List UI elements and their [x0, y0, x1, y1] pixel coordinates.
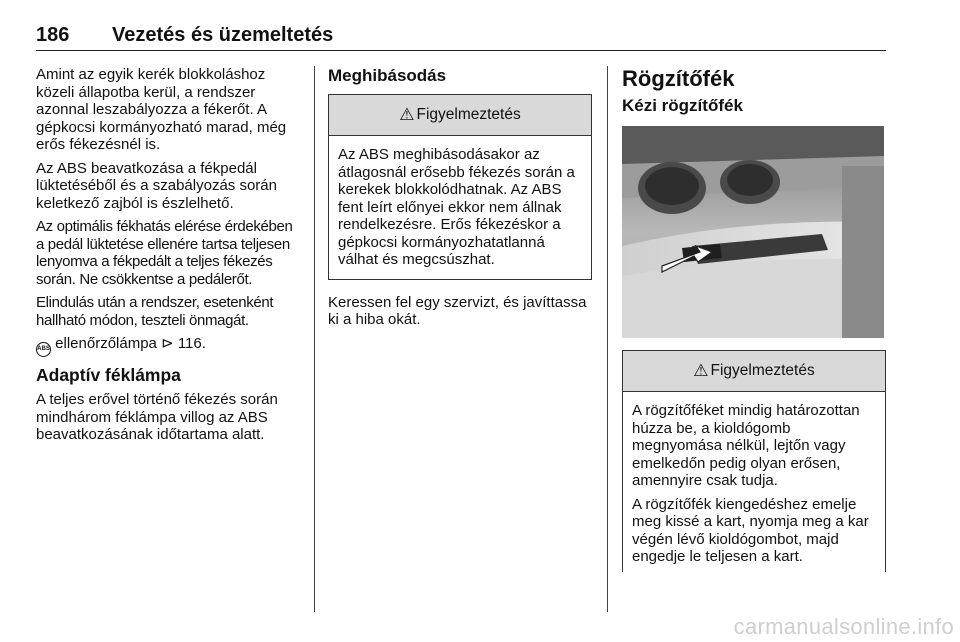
- paragraph: A teljes erővel történő fékezés során mindhárom féklámpa villog az ABS beavatkozásának időtartama alatt.: [36, 391, 278, 443]
- page-title: Vezetés és üzemeltetés: [112, 24, 334, 46]
- subsection-title-manual-parking-brake: Kézi rögzítőfék: [622, 96, 743, 115]
- paragraph: Elindulás után a rendszer, esetenként hallható módon, teszteli önmagát.: [36, 294, 274, 329]
- paragraph: Amint az egyik kerék blokkoláshoz közeli állapotba kerül, a rendszer azonnal leszabályozza a fékerőt. A gépkocsi kormányozható marad, még erős fékezésnél is.: [36, 66, 287, 153]
- lamp-label: ellenőrzőlámpa: [55, 335, 157, 352]
- parking-brake-photo: [622, 126, 884, 338]
- watermark: carmanualsonline.info: [733, 614, 954, 639]
- page-number: 186: [36, 24, 70, 46]
- warning-triangle-icon: ⚠: [399, 105, 415, 124]
- lamp-reference: [36, 335, 304, 357]
- page-ref-arrow-icon: ⊳: [161, 335, 174, 352]
- warning-title: Figyelmeztetés: [416, 106, 521, 123]
- warning-text: Az ABS meghibásodásakor az átlagosnál erősebb fékezés során a kerekek blokkolódhatnak. Az ABS fent leírt előnyei ekkor nem állnak rendelkezésre. Erős fékezéskor a gépkocsi kormányozhatatlanná válhat és megcsúszhat.: [338, 146, 575, 268]
- section-title-malfunction: Meghibásodás: [328, 66, 447, 85]
- warning-body: [623, 392, 885, 572]
- paragraph: Az optimális fékhatás elérése érdekében a pedál lüktetése ellenére tartsa teljesen lenyomva a fékpedált a teljes fékezés során. Ne csökkentse a pedálerőt.: [36, 218, 293, 288]
- warning-header: [329, 95, 591, 136]
- warning-triangle-icon: ⚠: [693, 361, 709, 380]
- section-title-adaptive-brake-light: Adaptív féklámpa: [36, 365, 181, 385]
- warning-body: [329, 136, 591, 279]
- abs-warning-lamp-icon: ABS: [36, 342, 51, 357]
- column-left: [36, 66, 304, 450]
- column-middle: [328, 66, 592, 335]
- warning-box: [622, 350, 886, 572]
- section-title-parking-brake: Rögzítőfék: [622, 66, 735, 91]
- column-right: [622, 66, 886, 572]
- column-divider: [607, 66, 608, 612]
- warning-header: [623, 351, 885, 392]
- paragraph: Keressen fel egy szervizt, és javíttassa ki a hiba okát.: [328, 293, 587, 328]
- warning-title: Figyelmeztetés: [710, 362, 815, 379]
- warning-box: [328, 94, 592, 280]
- paragraph: Az ABS beavatkozása a fékpedál lüktetéséből és a szabályozás során keletkező zajból is észlelhető.: [36, 159, 277, 212]
- column-divider: [314, 66, 315, 612]
- lamp-page-ref[interactable]: 116.: [177, 335, 206, 352]
- warning-text: A rögzítőfék kiengedéshez emelje meg kissé a kart, nyomja meg a kar végén lévő kioldógombot, majd engedje le teljesen a kart.: [632, 495, 869, 565]
- page-header: [36, 22, 886, 51]
- warning-text: A rögzítőféket mindig határozottan húzza be, a kioldógomb megnyomása nélkül, lejtőn vagy emelkedőn pedig olyan erősen, amennyire csak tudja.: [632, 402, 860, 489]
